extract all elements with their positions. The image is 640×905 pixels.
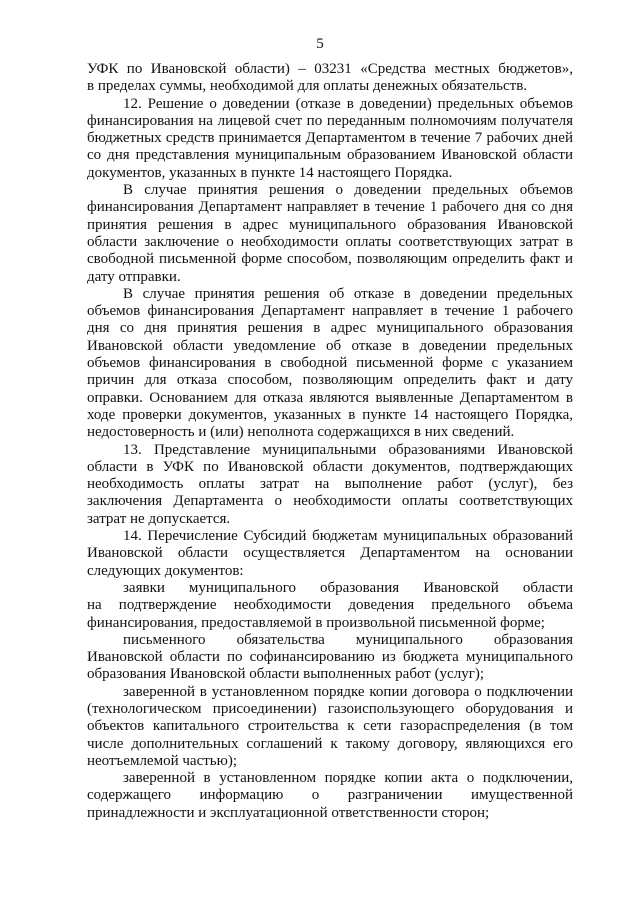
text-line: на подтверждение необходимости доведения предельного объема (87, 597, 573, 614)
text-line: письменного обязательства муниципального образования (123, 631, 573, 648)
text-line: области в УФК по Ивановской области документов, подтверждающих (87, 458, 573, 475)
text-line: дня со дня принятия решения в адрес муниципального образования (87, 320, 573, 337)
text-line: финансирования, предоставляемой в произвольной письменной форме; (87, 614, 545, 631)
text-line: финансирования на лицевой счет по переданным полномочиям получателя (87, 112, 573, 129)
text-line: объемов финансирования в свободной письменной форме с указанием (87, 355, 573, 372)
text-line: недостоверность и (или) неполнота содержащихся в них сведений. (87, 424, 515, 441)
text-line: 14. Перечисление Субсидий бюджетам муниципальных образований (123, 528, 573, 545)
text-line: неотъемлемой частью); (87, 752, 237, 769)
text-line: причин для отказа способом, позволяющим определить факт и дату (87, 372, 573, 389)
text-line: содержащего информацию о разграничении имущественной (87, 787, 573, 804)
text-line: следующих документов: (87, 562, 244, 579)
text-line: области заключение о необходимости оплаты соответствующих затрат в (87, 233, 573, 250)
text-line: 12. Решение о доведении (отказе в доведении) предельных объемов (123, 95, 573, 112)
text-line: (технологическом присоединении) газоиспользующего оборудования и (87, 700, 573, 717)
text-line: В случае принятия решения о доведении предельных объемов (123, 182, 573, 199)
text-line: необходимость оплаты затрат на выполнение работ (услуг), без (87, 476, 573, 493)
text-line: 13. Представление муниципальными образованиями Ивановской (123, 441, 573, 458)
text-line: документов, указанных в пункте 14 настоящего Порядка. (87, 164, 453, 181)
text-line: заявки муниципального образования Ивановской области (123, 579, 573, 596)
text-line: числе дополнительных соглашений к такому договору, являющихся его (87, 735, 573, 752)
text-line: оправки. Основанием для отказа являются выявленные Департаментом в (87, 389, 573, 406)
text-line: дату отправки. (87, 268, 181, 285)
text-line: заверенной в установленном порядке копии акта о подключении, (123, 770, 573, 787)
text-line: заключения Департамента о необходимости оплаты соответствующих (87, 493, 573, 510)
text-line: В случае принятия решения об отказе в доведении предельных (123, 285, 573, 302)
text-line: заверенной в установленном порядке копии договора о подключении (123, 683, 573, 700)
text-line: в пределах суммы, необходимой для оплаты денежных обязательств. (87, 78, 528, 95)
text-line: УФК по Ивановской области) – 03231 «Средства местных бюджетов», (87, 61, 573, 77)
text-line: объемов финансирования Департамент направляет в течение 1 рабочего (87, 303, 573, 320)
text-line: принятия решения в адрес муниципального образования Ивановской (87, 216, 573, 233)
text-line: Ивановской области осуществляется Департаментом на основании (87, 545, 573, 562)
text-line: образования Ивановской области выполненных работ (услуг); (87, 666, 485, 683)
text-line: принадлежности и эксплуатационной ответственности сторон; (87, 804, 490, 821)
text-line: со дня представления муниципальным образованием Ивановской области (87, 147, 573, 164)
text-line: ходе проверки документов, указанных в пункте 14 настоящего Порядка, (87, 406, 573, 423)
text-line: объектов капитального строительства к сети газораспределения (в том (87, 718, 573, 735)
body-text (87, 61, 573, 822)
text-line: финансирования Департамент направляет в течение 1 рабочего дня со дня (87, 199, 573, 216)
text-line: Ивановской области по софинансированию из бюджета муниципального (87, 649, 573, 666)
page-number: 5 (316, 36, 324, 52)
text-line: бюджетных средств принимается Департаментом в течение 7 рабочих дней (87, 130, 573, 147)
text-line: затрат не допускается. (87, 510, 231, 527)
text-line: Ивановской области уведомление об отказе в доведении предельных (87, 337, 573, 354)
text-line: свободной письменной форме способом, позволяющим определить факт и (87, 251, 573, 268)
